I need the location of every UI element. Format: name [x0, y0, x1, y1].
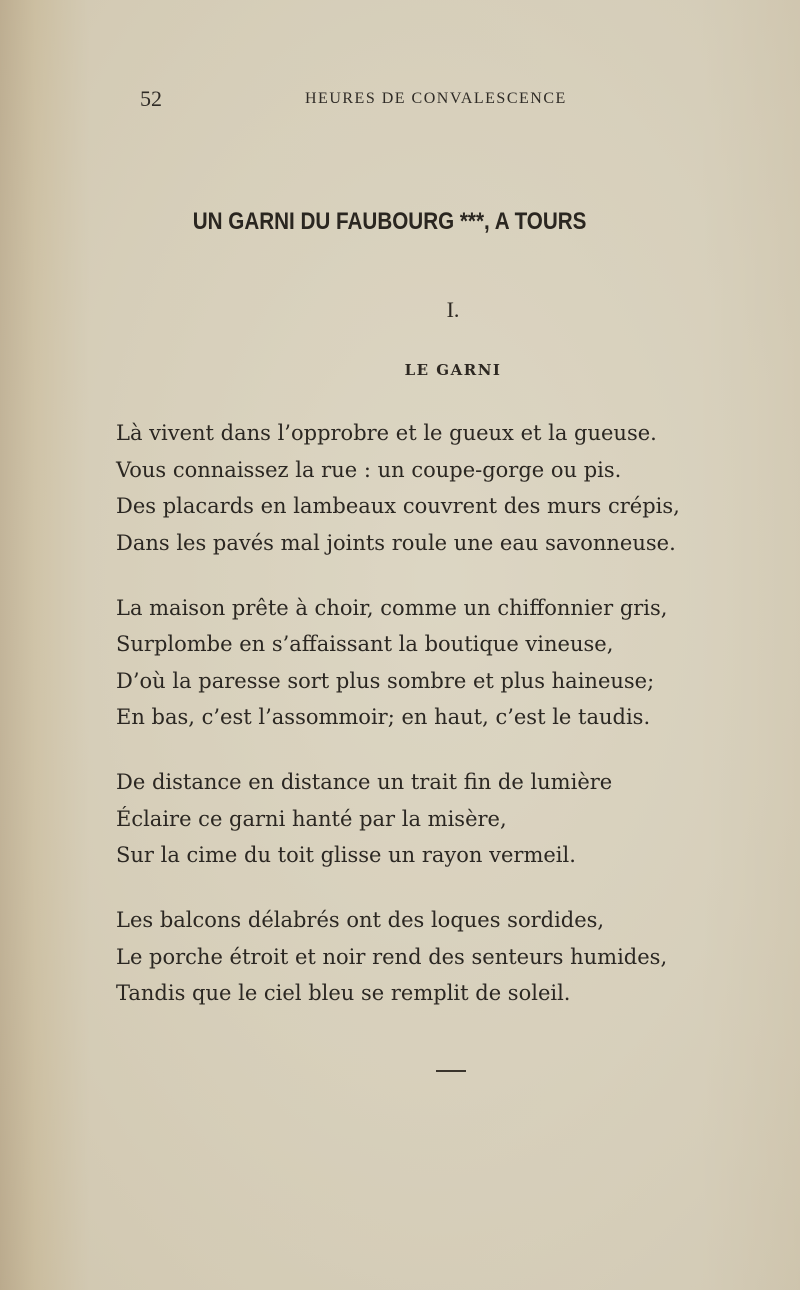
verse-line: Les balcons délabrés ont des loques sordides, [116, 908, 605, 932]
verse-line: Éclaire ce garni hanté par la misère, [116, 806, 507, 831]
stanza [116, 902, 756, 1012]
chapter-title: UN GARNI DU FAUBOURG ***, A TOURS [192, 208, 587, 235]
running-title: HEURES DE CONVALESCENCE [305, 90, 567, 107]
verse-line: Surplombe en s’affaissant la boutique vineuse, [116, 632, 614, 656]
stanza [116, 764, 756, 874]
verse-line: En bas, c’est l’assommoir; en haut, c’est le taudis. [116, 705, 651, 729]
verse-line: Dans les pavés mal joints roule une eau savonneuse. [116, 530, 676, 555]
verse-line: Là vivent dans l’opprobre et le gueux et la gueuse. [116, 421, 657, 445]
verse-line: Vous connaissez la rue : un coupe-gorge ou pis. [116, 457, 622, 482]
verse-line: Tandis que le ciel bleu se remplit de soleil. [116, 981, 571, 1005]
section-number: I. [446, 297, 460, 322]
verse-line: Sur la cime du toit glisse un rayon vermeil. [116, 843, 576, 867]
verse-line: La maison prête à choir, comme un chiffonnier gris, [116, 595, 668, 620]
section-title: LE GARNI [404, 361, 502, 379]
verse-line: Le porche étroit et noir rend des senteurs humides, [116, 944, 668, 969]
end-rule [436, 1070, 466, 1072]
stanza [116, 590, 756, 736]
verse-line: D’où la paresse sort plus sombre et plus haineuse; [116, 668, 655, 693]
stanza [116, 415, 756, 561]
page-header [0, 86, 800, 110]
verse-line: De distance en distance un trait fin de lumière [116, 770, 613, 794]
page-number: 52 [140, 86, 162, 111]
poem [116, 415, 756, 1040]
verse-line: Des placards en lambeaux couvrent des murs crépis, [116, 494, 680, 518]
